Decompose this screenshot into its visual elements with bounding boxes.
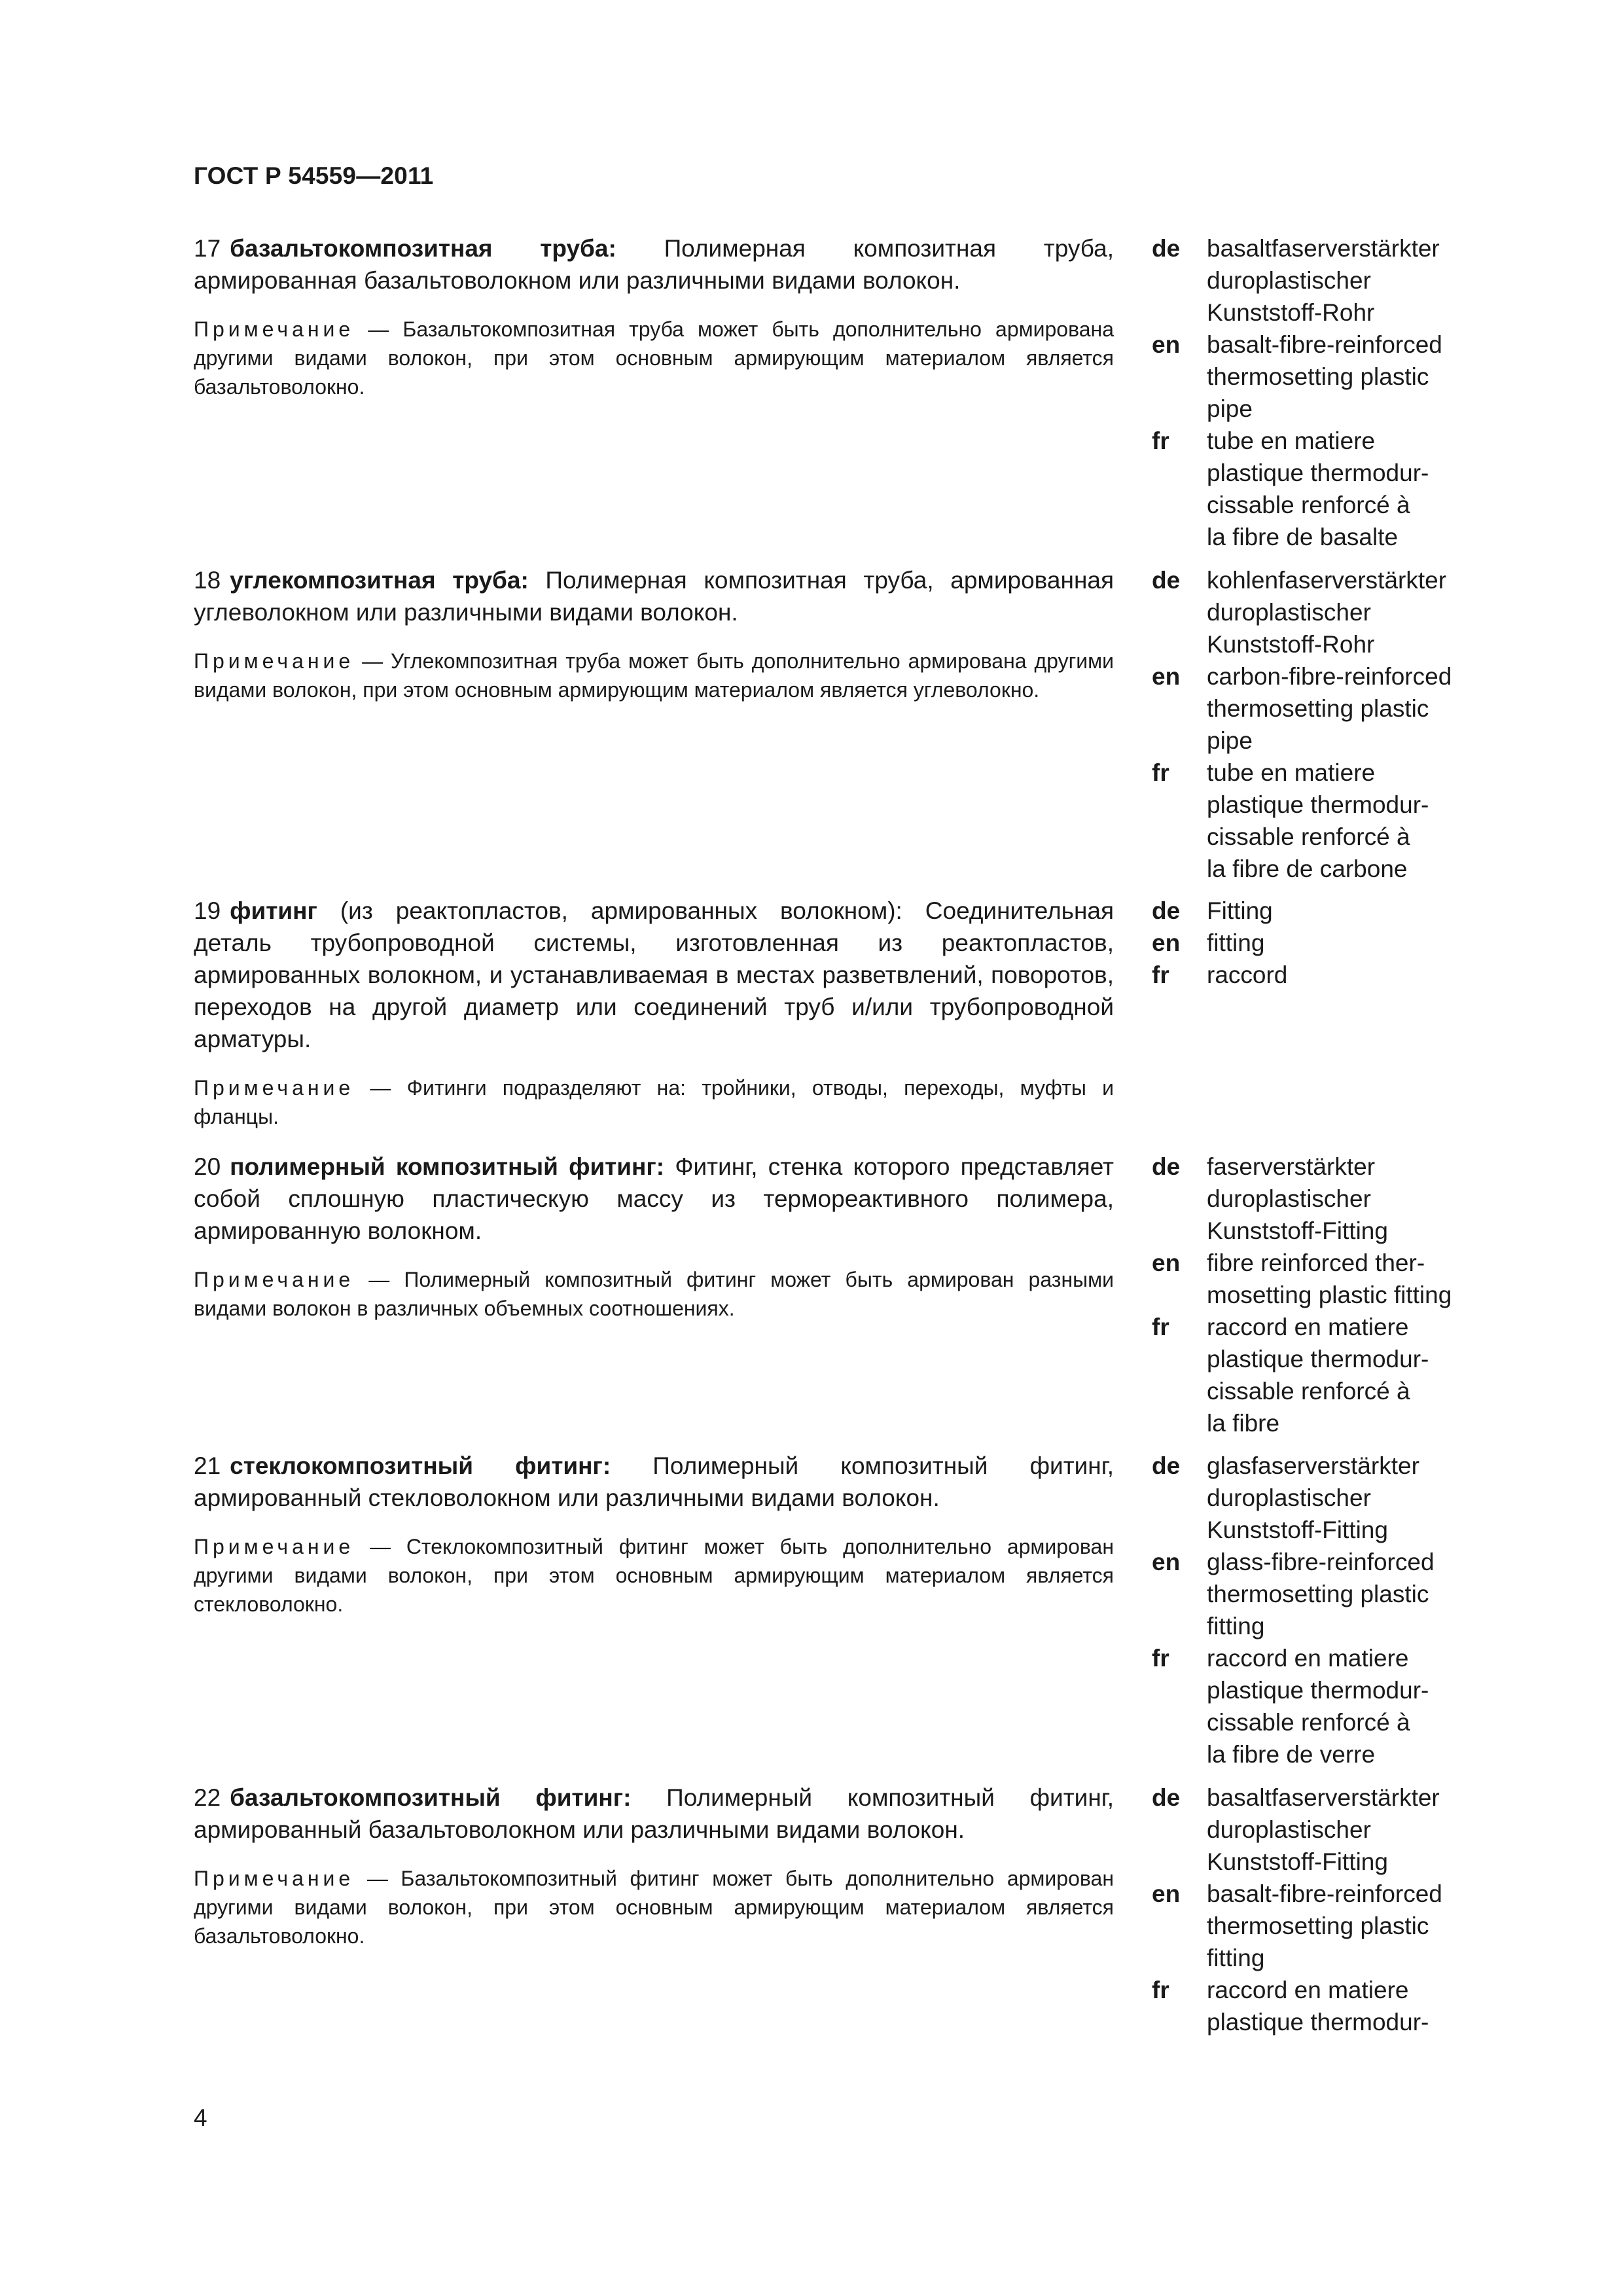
term-name: фитинг	[230, 897, 317, 924]
translation-term: fitting	[1207, 929, 1265, 956]
note-label: Примечание	[194, 1535, 355, 1558]
definition-column	[194, 232, 1114, 401]
document-header: ГОСТ Р 54559—2011	[194, 162, 434, 189]
term-note	[194, 1265, 1114, 1323]
definition-column	[194, 895, 1114, 1131]
definition-column	[194, 1450, 1114, 1619]
term-number: 21	[194, 1452, 221, 1479]
note-text: — Фитинги подразделяют на: тройники, отводы, переходы, муфты и фланцы.	[194, 1076, 1114, 1128]
lang-code: fr	[1152, 961, 1169, 988]
term-definition	[194, 895, 1114, 1055]
definition-text: (из реактопластов, армированных волокном): Соединительная деталь трубопроводной системы, изготовленная из реактопластов, армированных волокном, и устанавливаемая в местах разветвлений, поворотов, переходов на другой диаметр или соединений труб и/или трубопроводной арматуры.	[194, 897, 1114, 1052]
translations-column	[1152, 1151, 1518, 1439]
translation-term: faserverstärkter duroplastischer Kunststoff-Fitting	[1207, 1153, 1388, 1244]
term-definition	[194, 1151, 1114, 1247]
note-text: — Углекомпозитная труба может быть дополнительно армирована другими видами волокон, при этом основным армирующим материалом является углеволокно.	[194, 649, 1114, 702]
lang-code: fr	[1152, 1645, 1169, 1672]
translations-column	[1152, 1782, 1518, 2038]
term-number: 17	[194, 235, 221, 262]
translation-term: raccord en matiere plastique thermodur- cissable renforcé à la fibre	[1207, 1314, 1429, 1437]
definition-text: Полимерная композитная труба, армированная углеволокном или различными видами волокон.	[194, 567, 1114, 626]
lang-code: de	[1152, 567, 1181, 594]
translation-fr	[1152, 757, 1518, 885]
definition-text: Полимерный композитный фитинг, армированный стекловолокном или различными видами волокон.	[194, 1452, 1114, 1511]
term-name: углекомпозитная труба:	[230, 567, 529, 594]
translation-de	[1152, 1782, 1518, 1878]
note-label: Примечание	[194, 1076, 355, 1100]
translation-de	[1152, 1151, 1518, 1247]
note-label: Примечание	[194, 1867, 355, 1890]
term-definition	[194, 564, 1114, 628]
translation-term: glasfaserverstärkter duroplastischer Kunststoff-Fitting	[1207, 1452, 1419, 1543]
lang-code: de	[1152, 1784, 1181, 1811]
term-name: базальтокомпозитный фитинг:	[230, 1784, 632, 1811]
lang-code: fr	[1152, 1977, 1169, 2003]
lang-code: fr	[1152, 1314, 1169, 1340]
lang-code: fr	[1152, 759, 1169, 786]
note-text: — Стеклокомпозитный фитинг может быть дополнительно армирован другими видами волокон, при этом основным армирующим материалом является стекловолокно.	[194, 1535, 1114, 1616]
term-name: полимерный композитный фитинг:	[230, 1153, 665, 1180]
translations-column	[1152, 895, 1518, 991]
translation-fr	[1152, 1311, 1518, 1439]
note-text: — Полимерный композитный фитинг может быть армирован разными видами волокон в различных объемных соотношениях.	[194, 1268, 1114, 1320]
term-name: стеклокомпозитный фитинг:	[230, 1452, 611, 1479]
translation-en	[1152, 1546, 1518, 1642]
term-number: 19	[194, 897, 221, 924]
translation-de	[1152, 564, 1518, 660]
term-definition	[194, 1450, 1114, 1514]
translations-column	[1152, 232, 1518, 553]
term-note	[194, 1532, 1114, 1619]
translation-en	[1152, 927, 1518, 959]
translation-term: basaltfaserverstärkter duroplastischer Kunststoff-Rohr	[1207, 235, 1440, 326]
translation-en	[1152, 329, 1518, 425]
translation-term: basaltfaserverstärkter duroplastischer Kunststoff-Fitting	[1207, 1784, 1440, 1875]
note-label: Примечание	[194, 317, 355, 341]
translation-term: fibre reinforced ther- mosetting plastic fitting	[1207, 1249, 1452, 1308]
translation-term: raccord en matiere plastique thermodur-	[1207, 1977, 1429, 2036]
note-label: Примечание	[194, 1268, 355, 1291]
lang-code: de	[1152, 1452, 1181, 1479]
translations-column	[1152, 1450, 1518, 1770]
term-note	[194, 1073, 1114, 1131]
translation-fr	[1152, 959, 1518, 991]
lang-code: en	[1152, 331, 1181, 358]
translation-fr	[1152, 425, 1518, 553]
note-text: — Базальтокомпозитная труба может быть дополнительно армирована другими видами волокон, при этом основным армирующим материалом является базальтоволокно.	[194, 317, 1114, 399]
translation-term: basalt-fibre-reinforced thermosetting plastic fitting	[1207, 1880, 1442, 1971]
lang-code: de	[1152, 897, 1181, 924]
definition-text: Фитинг, стенка которого представляет собой сплошную пластическую массу из термореактивного полимера, армированную волокном.	[194, 1153, 1114, 1244]
term-number: 20	[194, 1153, 221, 1180]
translation-term: kohlenfaserverstärkter duroplastischer Kunststoff-Rohr	[1207, 567, 1447, 658]
lang-code: de	[1152, 1153, 1181, 1180]
lang-code: en	[1152, 1549, 1181, 1575]
translations-column	[1152, 564, 1518, 885]
note-label: Примечание	[194, 649, 355, 673]
definition-column	[194, 1782, 1114, 1950]
lang-code: de	[1152, 235, 1181, 262]
definition-column	[194, 1151, 1114, 1323]
term-note	[194, 647, 1114, 704]
term-number: 18	[194, 567, 221, 594]
lang-code: en	[1152, 1249, 1181, 1276]
translation-en	[1152, 1247, 1518, 1311]
page-number: 4	[194, 2104, 207, 2131]
translation-term: glass-fibre-reinforced thermosetting plastic fitting	[1207, 1549, 1435, 1640]
translation-de	[1152, 232, 1518, 329]
term-note	[194, 315, 1114, 401]
translation-fr	[1152, 1974, 1518, 2038]
translation-term: raccord en matiere plastique thermodur- cissable renforcé à la fibre de verre	[1207, 1645, 1429, 1768]
translation-term: Fitting	[1207, 897, 1273, 924]
translation-term: tube en matiere plastique thermodur- cissable renforcé à la fibre de carbone	[1207, 759, 1429, 882]
term-definition	[194, 1782, 1114, 1846]
translation-term: tube en matiere plastique thermodur- cissable renforcé à la fibre de basalte	[1207, 427, 1429, 550]
definition-column	[194, 564, 1114, 704]
definition-text: Полимерная композитная труба, армированная базальтоволокном или различными видами волокон.	[194, 235, 1114, 294]
translation-term: raccord	[1207, 961, 1288, 988]
translation-en	[1152, 660, 1518, 757]
translation-fr	[1152, 1642, 1518, 1770]
definition-text: Полимерный композитный фитинг, армированный базальтоволокном или различными видами волокон.	[194, 1784, 1115, 1843]
translation-en	[1152, 1878, 1518, 1974]
lang-code: fr	[1152, 427, 1169, 454]
translation-term: basalt-fibre-reinforced thermosetting plastic pipe	[1207, 331, 1442, 422]
term-number: 22	[194, 1784, 221, 1811]
term-definition	[194, 232, 1114, 296]
translation-de	[1152, 1450, 1518, 1546]
term-note	[194, 1864, 1114, 1950]
lang-code: en	[1152, 929, 1181, 956]
translation-term: carbon-fibre-reinforced thermosetting plastic pipe	[1207, 663, 1452, 754]
lang-code: en	[1152, 1880, 1181, 1907]
note-text: — Базальтокомпозитный фитинг может быть дополнительно армирован другими видами волокон, при этом основным армирующим материалом является базальтоволокно.	[194, 1867, 1114, 1948]
lang-code: en	[1152, 663, 1181, 690]
term-name: базальтокомпозитная труба:	[230, 235, 616, 262]
translation-de	[1152, 895, 1518, 927]
